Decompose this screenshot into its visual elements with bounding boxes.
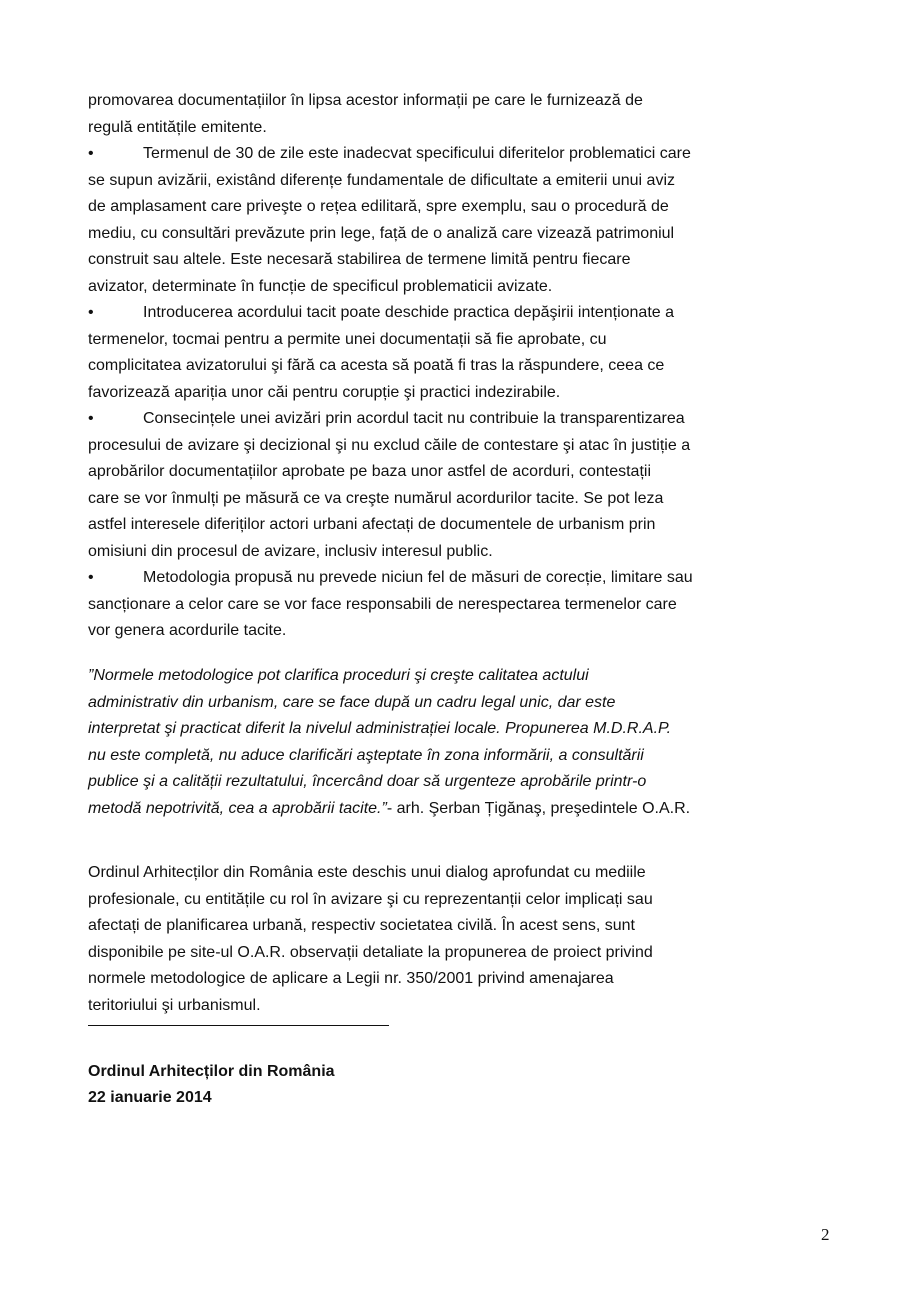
text-line: se supun avizării, existând diferențe fundamentale de dificultate a emiterii unui aviz bbox=[88, 171, 675, 189]
text-line: disponibile pe site-ul O.A.R. observații detaliate la propunerea de proiect privind bbox=[88, 943, 653, 961]
text-line bbox=[88, 565, 838, 592]
text-line: care se vor înmulți pe măsură ce va creşte numărul acordurilor tacite. Se pot leza bbox=[88, 489, 664, 507]
text-line: construit sau altele. Este necesară stabilirea de termene limită pentru fiecare bbox=[88, 251, 631, 268]
text-line bbox=[88, 141, 838, 168]
bullet-icon: • bbox=[88, 145, 94, 162]
quote-line bbox=[88, 743, 838, 770]
text-line: complicitatea avizatorului şi fără ca acesta să poată fi tras la răspundere, ceea ce bbox=[88, 357, 665, 374]
quote-line bbox=[88, 769, 838, 796]
quote-line bbox=[88, 690, 838, 717]
signature-organization: Ordinul Arhitecților din România bbox=[88, 1063, 335, 1080]
text-line: de amplasament care priveşte o rețea edilitară, spre exemplu, sau o procedură de bbox=[88, 198, 669, 215]
text-line: normele metodologice de aplicare a Legii nr. 350/2001 privind amenajarea bbox=[88, 970, 614, 987]
text-line: mediu, cu consultări prevăzute prin lege, față de o analiză care vizează patrimoniul bbox=[88, 224, 675, 242]
bullet-icon: • bbox=[88, 410, 94, 427]
text-line bbox=[88, 406, 838, 433]
quote-line bbox=[88, 716, 838, 743]
bullet-item bbox=[88, 141, 838, 300]
text-line: procesului de avizare şi decizional şi nu exclud căile de contestare şi atac în justiție a bbox=[88, 436, 691, 454]
bullet-text: Termenul de 30 de zile este inadecvat specificului diferitelor problematici care bbox=[143, 145, 691, 162]
text-line: termenelor, tocmai pentru a permite unei documentații să fie aprobate, cu bbox=[88, 330, 607, 348]
body-text bbox=[88, 88, 838, 645]
quote-text: interpretat şi practicat diferit la nivelul administrației locale. Propunerea M.D.R.A.P. bbox=[88, 720, 672, 737]
text-line: regulă entitățile emitente. bbox=[88, 118, 267, 136]
text-line: avizator, determinate în funcție de specificul problematicii avizate. bbox=[88, 277, 553, 295]
text-line: afectați de planificarea urbană, respectiv societatea civilă. În acest sens, sunt bbox=[88, 917, 635, 934]
bullet-text: Introducerea acordului tacit poate deschide practica depăşirii intenționate a bbox=[143, 304, 674, 321]
bullet-text: Metodologia propusă nu prevede niciun fel de măsuri de corecție, limitare sau bbox=[143, 569, 693, 586]
signature bbox=[88, 1059, 335, 1111]
quote-text: administrativ din urbanism, care se face după un cadru legal unic, dar este bbox=[88, 693, 616, 711]
quote bbox=[88, 663, 838, 822]
text-line: sancționare a celor care se vor face responsabili de nerespectarea termenelor care bbox=[88, 595, 677, 613]
text-line: vor genera acordurile tacite. bbox=[88, 622, 287, 639]
bullet-item bbox=[88, 565, 838, 645]
text-line: promovarea documentațiilor în lipsa acestor informații pe care le furnizează de bbox=[88, 92, 643, 109]
page-number: 2 bbox=[821, 1225, 830, 1244]
bullet-icon: • bbox=[88, 569, 94, 586]
separator-line bbox=[88, 1025, 389, 1026]
text-line: Ordinul Arhitecților din România este deschis unui dialog aprofundat cu mediile bbox=[88, 864, 646, 881]
text-line: teritoriului şi urbanismul. bbox=[88, 996, 261, 1014]
text-line: profesionale, cu entitățile cu rol în avizare şi cu reprezentanții celor implicați sau bbox=[88, 890, 653, 908]
closing-paragraph bbox=[88, 860, 838, 1019]
text-line: omisiuni din procesul de avizare, inclusiv interesul public. bbox=[88, 542, 493, 560]
quote-attribution: - arh. Şerban Țigănaş, preşedintele O.A.R. bbox=[386, 799, 691, 817]
text-line: aprobărilor documentațiilor aprobate pe baza unor astfel de acorduri, contestații bbox=[88, 463, 651, 480]
bullet-item bbox=[88, 406, 838, 565]
quote-text: metodă nepotrivită, cea a aprobării tacite.” bbox=[88, 799, 387, 817]
text-line: astfel interesele diferiților actori urbani afectați de documentele de urbanism prin bbox=[88, 516, 656, 533]
text-line: favorizează apariția unor căi pentru corupție şi practici indezirabile. bbox=[88, 383, 561, 401]
bullet-item bbox=[88, 300, 838, 406]
bullet-text: Consecințele unei avizări prin acordul tacit nu contribuie la transparentizarea bbox=[143, 410, 685, 427]
quote-line bbox=[88, 796, 838, 823]
quote-text: nu este completă, nu aduce clarificări aşteptate în zona informării, a consultării bbox=[88, 746, 644, 764]
quote-text: ”Normele metodologice pot clarifica proceduri şi creşte calitatea actului bbox=[88, 667, 589, 684]
quote-line bbox=[88, 663, 838, 690]
signature-date: 22 ianuarie 2014 bbox=[88, 1089, 212, 1106]
text-line bbox=[88, 300, 838, 327]
bullet-icon: • bbox=[88, 304, 94, 321]
quote-text: publice şi a calității rezultatului, încercând doar să urgenteze aprobările printr-o bbox=[88, 773, 647, 790]
